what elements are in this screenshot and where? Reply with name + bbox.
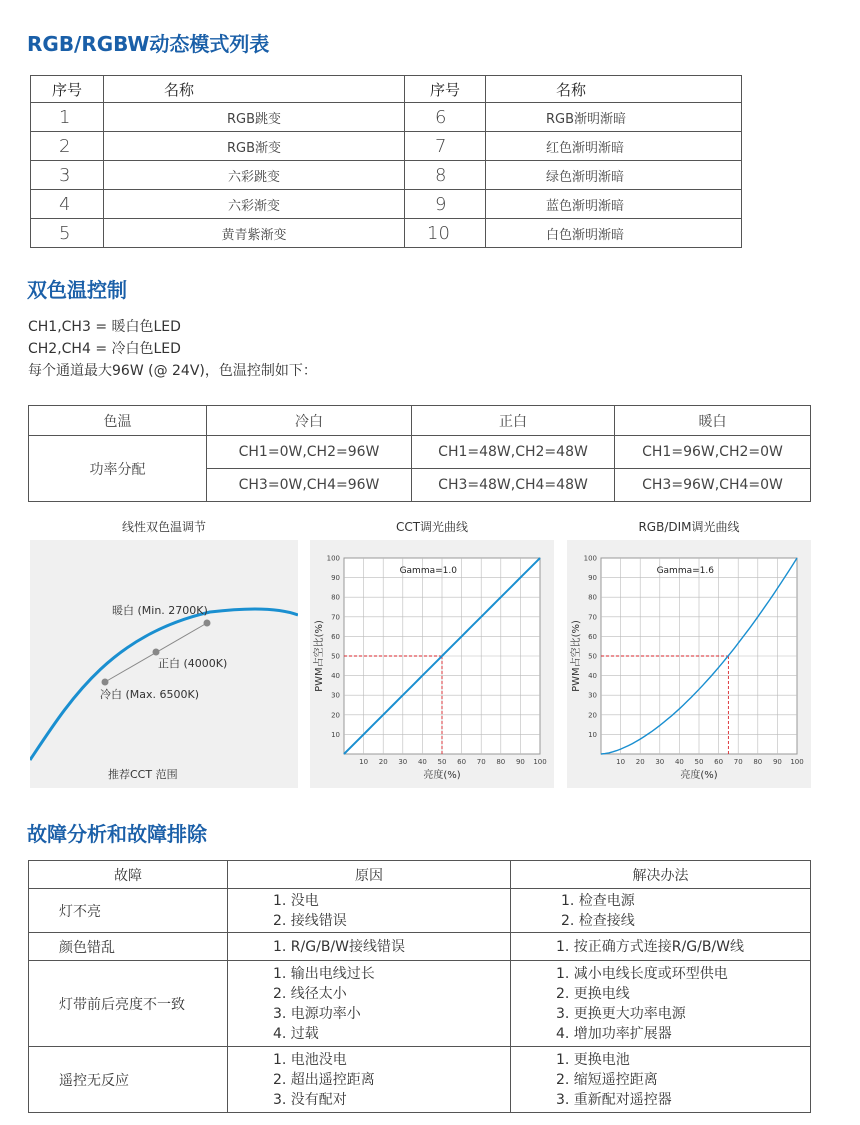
cause-item: 1. R/G/B/W接线错误 xyxy=(273,938,405,955)
cct-curve xyxy=(30,609,298,760)
cause-item: 2. 线径太小 xyxy=(273,985,347,1002)
x-tick-label: 10 xyxy=(359,758,369,766)
y-tick-label: 100 xyxy=(583,554,597,563)
y-tick-label: 90 xyxy=(331,574,340,583)
col-header-fault: 故障 xyxy=(29,861,228,889)
y-tick-label: 40 xyxy=(331,672,340,681)
warm-label: 暖白 (Min. 2700K) xyxy=(112,604,208,617)
fault-cell: 灯不亮 xyxy=(29,889,228,933)
y-tick-label: 50 xyxy=(331,652,340,661)
y-axis-label: PWM占空比(%) xyxy=(571,620,582,692)
rgb-dim-chart xyxy=(567,540,811,788)
cct-range-panel xyxy=(30,540,298,788)
x-tick-label: 30 xyxy=(398,758,408,766)
y-tick-label: 80 xyxy=(331,593,340,602)
fix-cell xyxy=(511,933,811,961)
fix-cell xyxy=(511,889,811,933)
table-row xyxy=(31,161,742,190)
range-footer: 推荐CCT 范围 xyxy=(108,768,178,781)
mode-name: 绿色渐明渐暗 xyxy=(486,161,742,190)
x-tick-label: 40 xyxy=(417,758,427,766)
table-row xyxy=(29,961,811,1047)
fault-cell: 遥控无反应 xyxy=(29,1047,228,1113)
mode-index: 8 xyxy=(405,161,486,190)
cause-item: 4. 过载 xyxy=(273,1025,319,1042)
x-tick-label: 50 xyxy=(694,758,704,766)
description-line: CH1,CH3 = 暖白色LED xyxy=(28,319,181,335)
y-axis-label: PWM占空比(%) xyxy=(314,620,325,692)
cause-item: 3. 没有配对 xyxy=(273,1091,347,1108)
rgb-dim-chart-panel xyxy=(567,540,811,788)
mode-name: 六彩跳变 xyxy=(104,161,405,190)
description-line: 每个通道最大96W (@ 24V)，色温控制如下： xyxy=(28,363,317,379)
mode-name: 蓝色渐明渐暗 xyxy=(486,190,742,219)
y-tick-label: 60 xyxy=(588,632,597,641)
mode-index: 1 xyxy=(31,103,104,132)
cause-cell xyxy=(228,889,511,933)
table-row xyxy=(31,103,742,132)
y-tick-label: 30 xyxy=(588,691,597,700)
warm-point xyxy=(204,620,211,627)
x-axis-label: 亮度(%) xyxy=(680,770,718,781)
cct-dim-chart xyxy=(310,540,554,788)
cause-item: 1. 输出电线过长 xyxy=(273,965,375,982)
cause-cell xyxy=(228,933,511,961)
fix-item: 3. 更换更大功率电源 xyxy=(556,1005,686,1022)
x-tick-label: 80 xyxy=(496,758,506,766)
mode-index: 6 xyxy=(405,103,486,132)
col-header-warm: 暖白 xyxy=(615,406,811,436)
section-title-troubleshooting: 故障分析和故障排除 xyxy=(27,822,207,846)
x-tick-label: 60 xyxy=(457,758,467,766)
channel-description xyxy=(28,316,317,382)
y-tick-label: 80 xyxy=(588,593,597,602)
cold-point xyxy=(102,679,109,686)
cause-cell xyxy=(228,1047,511,1113)
x-tick-label: 20 xyxy=(635,758,645,766)
power-cell: CH1=0W,CH2=96W xyxy=(207,436,412,469)
gamma-annotation: Gamma=1.0 xyxy=(399,566,457,576)
cold-label: 冷白 (Max. 6500K) xyxy=(100,688,200,701)
x-tick-label: 50 xyxy=(437,758,447,766)
col-header-cause: 原因 xyxy=(228,861,511,889)
power-cell: CH3=96W,CH4=0W xyxy=(615,469,811,502)
y-tick-label: 30 xyxy=(331,691,340,700)
table-row xyxy=(31,132,742,161)
cause-item: 3. 电源功率小 xyxy=(273,1005,361,1022)
col-header-cold: 冷白 xyxy=(207,406,412,436)
table-row xyxy=(29,1047,811,1113)
cct-dim-chart-title: CCT调光曲线 xyxy=(395,520,469,534)
col-header-index: 序号 xyxy=(31,76,104,103)
y-tick-label: 100 xyxy=(326,554,340,563)
power-cell: CH1=96W,CH2=0W xyxy=(615,436,811,469)
section-title-dynamic-modes: RGB/RGBW动态模式列表 xyxy=(27,32,270,56)
y-tick-label: 60 xyxy=(331,632,340,641)
mode-name: RGB跳变 xyxy=(104,103,405,132)
power-cell: CH3=0W,CH4=96W xyxy=(207,469,412,502)
mode-name: 黄青紫渐变 xyxy=(104,219,405,248)
cause-item: 1. 电池没电 xyxy=(273,1051,347,1068)
mode-name: 白色渐明渐暗 xyxy=(486,219,742,248)
x-tick-label: 100 xyxy=(790,758,804,766)
x-tick-label: 30 xyxy=(655,758,665,766)
mode-index: 10 xyxy=(405,219,486,248)
fix-cell xyxy=(511,961,811,1047)
section-title-dual-cct: 双色温控制 xyxy=(27,278,127,302)
x-axis-label: 亮度(%) xyxy=(423,770,461,781)
col-header-index-2: 序号 xyxy=(405,76,486,103)
y-tick-label: 70 xyxy=(331,613,340,622)
y-tick-label: 40 xyxy=(588,672,597,681)
cct-panel-title: 线性双色温调节 xyxy=(121,520,206,534)
table-row xyxy=(29,889,811,933)
col-header-name: 名称 xyxy=(104,76,405,103)
fix-item: 2. 缩短遥控距离 xyxy=(556,1071,658,1088)
fix-item: 1. 减小电线长度或环型供电 xyxy=(556,965,728,982)
cause-item: 1. 没电 xyxy=(273,892,319,909)
cause-item: 2. 超出遥控距离 xyxy=(273,1071,375,1088)
x-tick-label: 70 xyxy=(476,758,486,766)
x-tick-label: 80 xyxy=(753,758,763,766)
row-label-power: 功率分配 xyxy=(29,436,207,502)
mode-name: RGB渐明渐暗 xyxy=(486,103,742,132)
fix-item: 2. 检查接线 xyxy=(561,912,635,929)
x-tick-label: 60 xyxy=(714,758,724,766)
y-tick-label: 70 xyxy=(588,613,597,622)
table-row xyxy=(31,190,742,219)
mode-name: RGB渐变 xyxy=(104,132,405,161)
fault-cell: 颜色错乱 xyxy=(29,933,228,961)
x-tick-label: 70 xyxy=(733,758,743,766)
fix-item: 1. 检查电源 xyxy=(561,892,635,909)
cause-cell xyxy=(228,961,511,1047)
mode-index: 7 xyxy=(405,132,486,161)
mode-name: 红色渐明渐暗 xyxy=(486,132,742,161)
mode-index: 3 xyxy=(31,161,104,190)
col-header-fix: 解决办法 xyxy=(511,861,811,889)
fault-cell: 灯带前后亮度不一致 xyxy=(29,961,228,1047)
mode-index: 4 xyxy=(31,190,104,219)
cause-item: 2. 接线错误 xyxy=(273,912,347,929)
mode-index: 2 xyxy=(31,132,104,161)
col-header-name-2: 名称 xyxy=(486,76,742,103)
y-tick-label: 20 xyxy=(588,711,597,720)
y-tick-label: 10 xyxy=(588,730,597,739)
description-line: CH2,CH4 = 冷白色LED xyxy=(28,341,181,357)
power-cell: CH3=48W,CH4=48W xyxy=(412,469,615,502)
neutral-label: 正白 (4000K) xyxy=(158,657,228,670)
y-tick-label: 10 xyxy=(331,730,340,739)
table-row xyxy=(29,933,811,961)
fix-item: 1. 按正确方式连接R/G/B/W线 xyxy=(556,938,744,955)
troubleshooting-table xyxy=(28,860,811,1113)
mode-index: 9 xyxy=(405,190,486,219)
col-header-neutral: 正白 xyxy=(412,406,615,436)
fix-item: 4. 增加功率扩展器 xyxy=(556,1025,672,1042)
power-cell: CH1=48W,CH2=48W xyxy=(412,436,615,469)
cct-dim-chart-panel xyxy=(310,540,554,788)
fix-cell xyxy=(511,1047,811,1113)
table-row xyxy=(31,219,742,248)
dynamic-mode-table xyxy=(30,75,742,248)
col-header-temp: 色温 xyxy=(29,406,207,436)
fix-item: 1. 更换电池 xyxy=(556,1051,630,1068)
x-tick-label: 90 xyxy=(515,758,525,766)
x-tick-label: 40 xyxy=(674,758,684,766)
y-tick-label: 50 xyxy=(588,652,597,661)
y-tick-label: 90 xyxy=(588,574,597,583)
x-tick-label: 10 xyxy=(616,758,626,766)
x-tick-label: 90 xyxy=(772,758,782,766)
rgb-dim-chart-title: RGB/DIM调光曲线 xyxy=(638,520,740,534)
x-tick-label: 20 xyxy=(378,758,388,766)
fix-item: 2. 更换电线 xyxy=(556,985,630,1002)
fix-item: 3. 重新配对遥控器 xyxy=(556,1091,672,1108)
mode-name: 六彩渐变 xyxy=(104,190,405,219)
mode-index: 5 xyxy=(31,219,104,248)
x-tick-label: 100 xyxy=(533,758,547,766)
gamma-annotation: Gamma=1.6 xyxy=(656,566,714,576)
y-tick-label: 20 xyxy=(331,711,340,720)
power-distribution-table xyxy=(28,405,811,502)
